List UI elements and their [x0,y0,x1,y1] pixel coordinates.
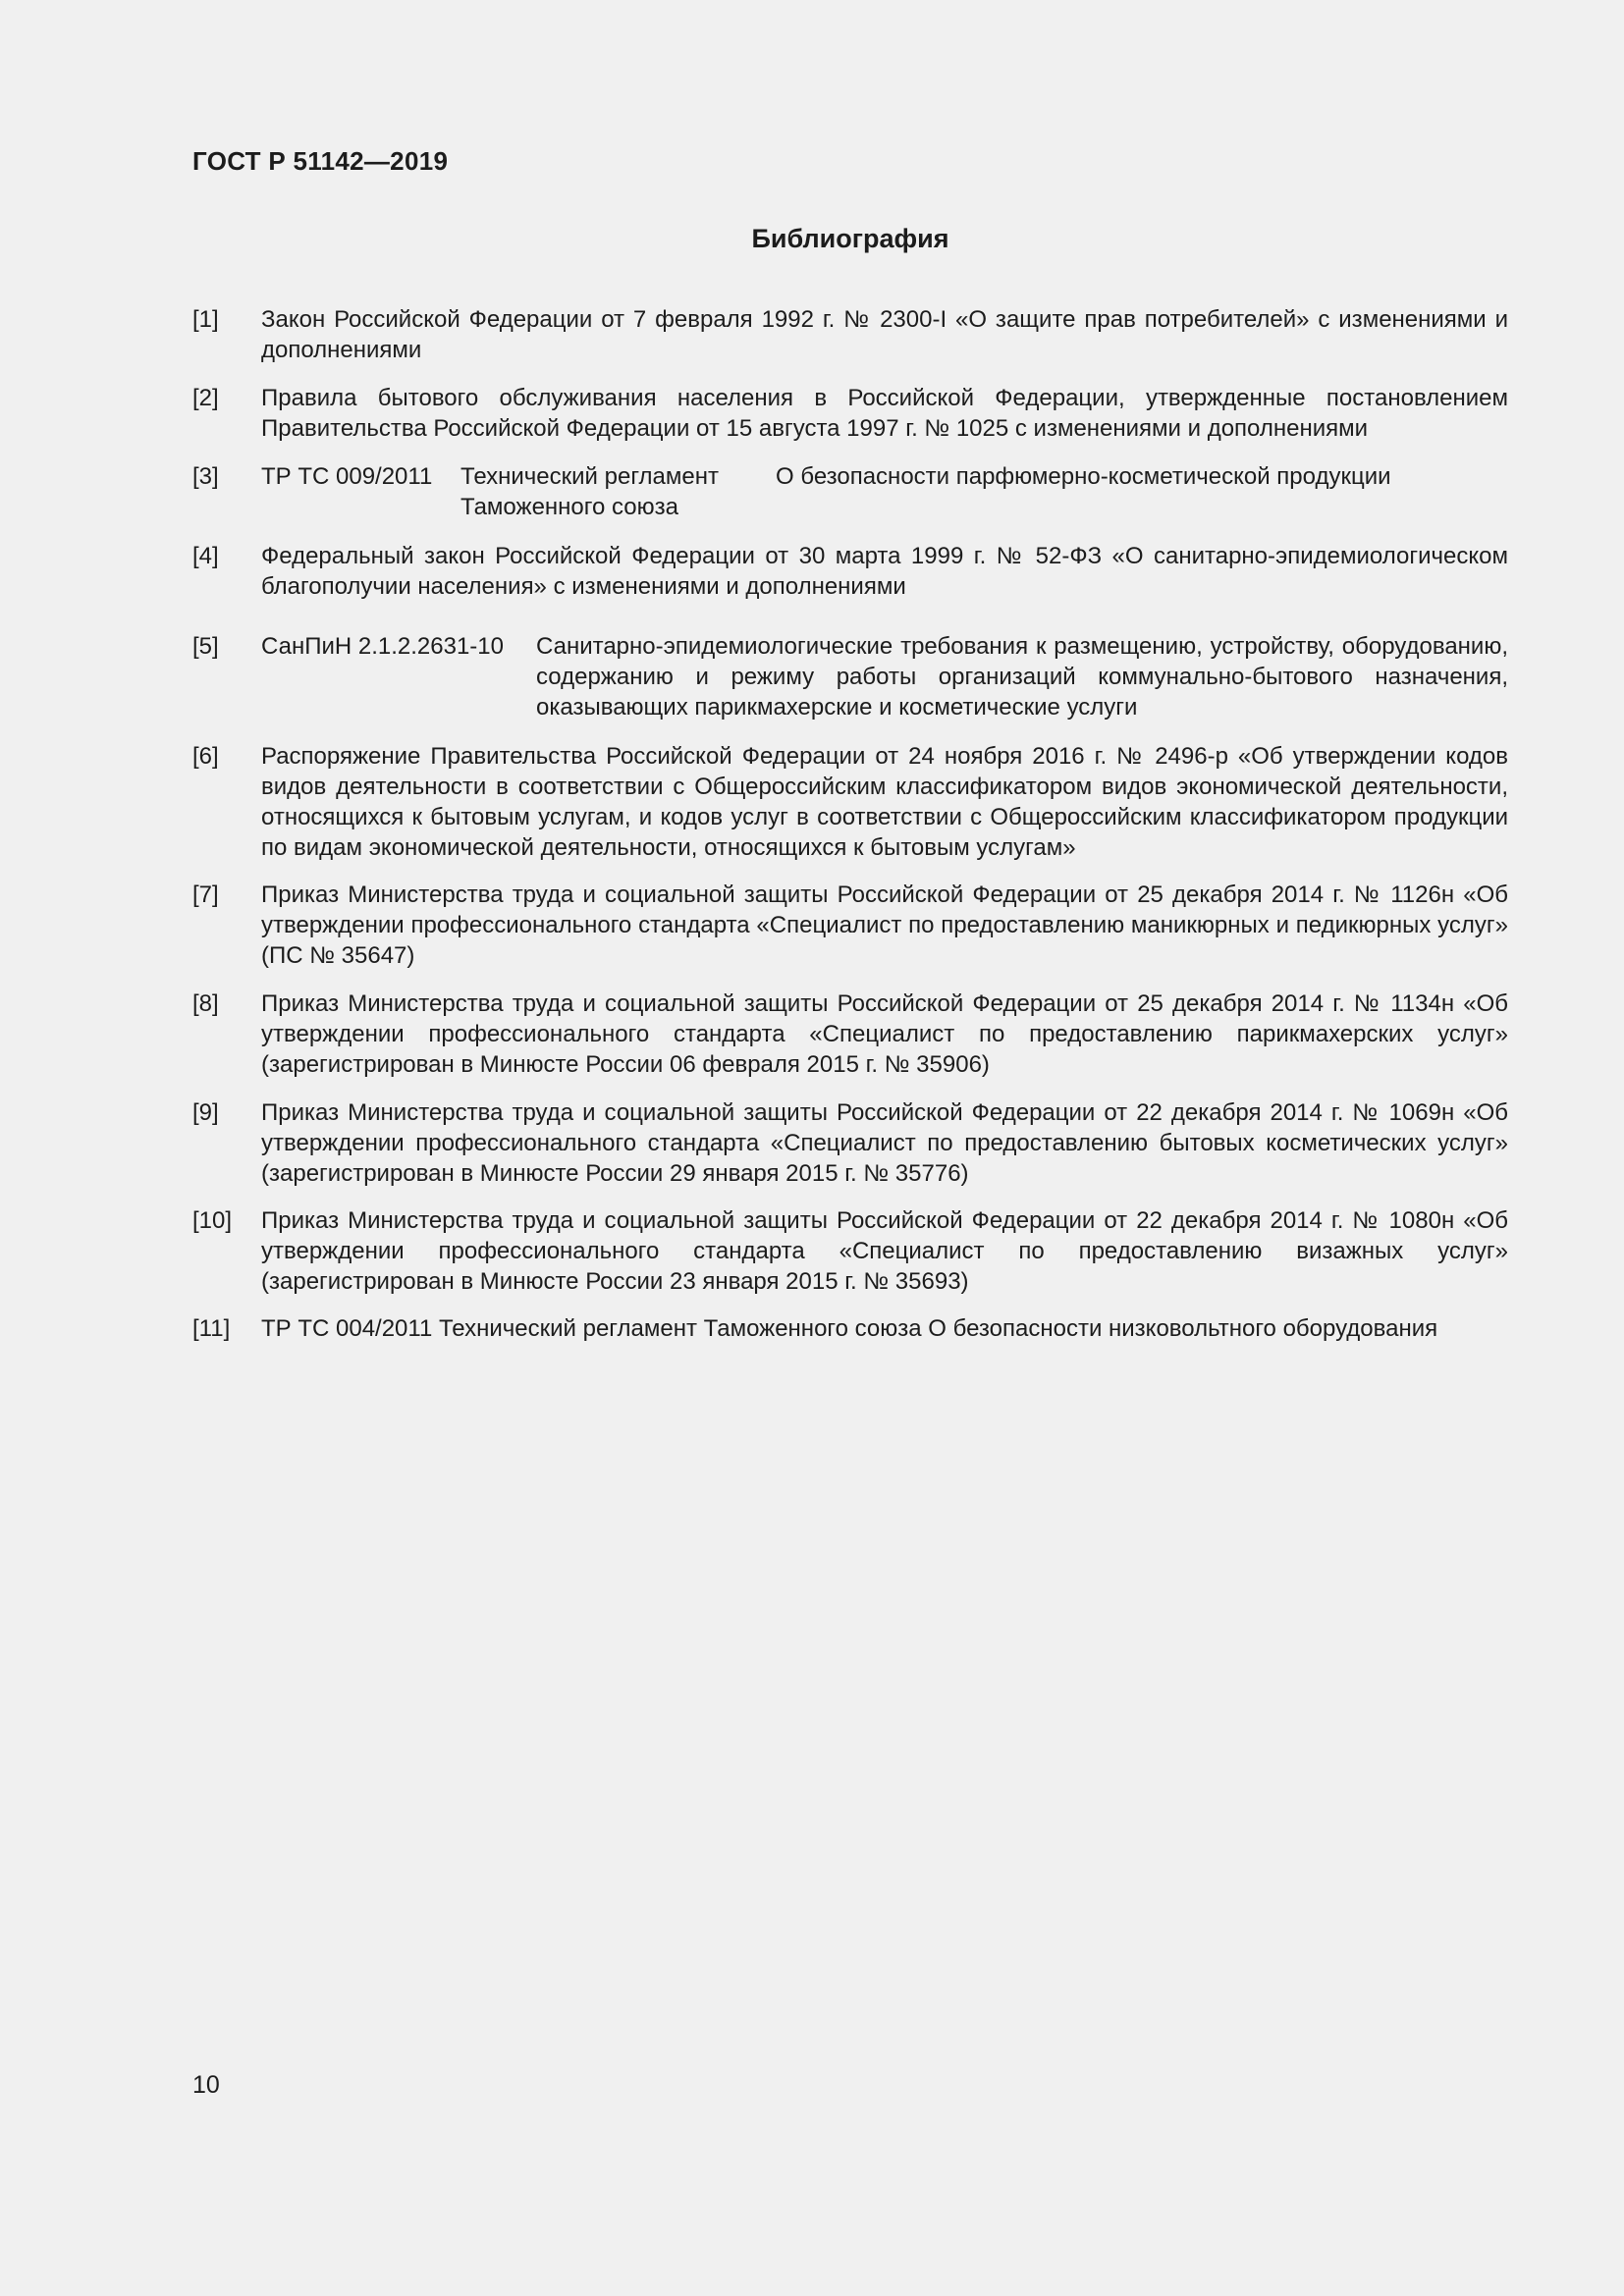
entry-doc-type: Технический регламент Таможенного союза [460,463,719,520]
entry-number: [1] [192,306,219,333]
entry-text: Федеральный закон Российской Федерации от 30 марта 1999 г. № 52-ФЗ «О санитарно-эпидемиологическом благополучии населения» с изменениями и дополнениями [261,543,1508,600]
entry-number: [2] [192,385,219,411]
page-number: 10 [192,2071,220,2099]
entry-number: [4] [192,543,219,569]
section-title: Библиография [751,224,949,253]
entry-text: Правила бытового обслуживания населения в Российской Федерации, утвержденные постановлением Правительства Российской Федерации от 15 августа 1997 г. № 1025 с изменениями и дополнениями [261,385,1508,442]
entry-code: СанПиН 2.1.2.2631-10 [261,633,504,660]
entry-text: Приказ Министерства труда и социальной защиты Российской Федерации от 25 декабря 2014 г. № 1134н «Об утверждении профессионального стандарта «Специалист по предоставлению парикмахерских услуг» (зарегистрирован в Минюсте России 06 февраля 2015 г. № 35906) [261,990,1508,1078]
entry-text: О безопасности парфюмерно-косметической продукции [776,463,1391,490]
entry-number: [11] [192,1315,231,1342]
entry-text: Приказ Министерства труда и социальной защиты Российской Федерации от 22 декабря 2014 г. № 1080н «Об утверждении профессионального стандарта «Специалист по предоставлению визажных услуг» (зарегистрирован в Минюсте России 23 января 2015 г. № 35693) [261,1207,1508,1295]
entry-number: [9] [192,1099,219,1126]
entry-code: ТР ТС 009/2011 [261,463,433,490]
entry-number: [8] [192,990,219,1017]
entry-text: Приказ Министерства труда и социальной защиты Российской Федерации от 25 декабря 2014 г. № 1126н «Об утверждении профессионального стандарта «Специалист по предоставлению маникюрных и педикюрных услуг» (ПС № 35647) [261,881,1508,969]
entry-number: [10] [192,1207,233,1234]
document-header: ГОСТ Р 51142—2019 [192,146,449,176]
entry-text: Распоряжение Правительства Российской Федерации от 24 ноября 2016 г. № 2496-р «Об утверждении кодов видов деятельности в соответствии с Общероссийским классификатором видов экономической деятельности, относящихся к бытовым услугам, и кодов услуг в соответствии с Общероссийским классификатором продукции по видам экономической деятельности, относящихся к бытовым услугам» [261,743,1508,861]
entry-number: [3] [192,463,219,490]
entry-text: Приказ Министерства труда и социальной защиты Российской Федерации от 22 декабря 2014 г. № 1069н «Об утверждении профессионального стандарта «Специалист по предоставлению бытовых косметических услуг» (зарегистрирован в Минюсте России 29 января 2015 г. № 35776) [261,1099,1508,1187]
entry-number: [7] [192,881,219,908]
entry-text: ТР ТС 004/2011 Технический регламент Таможенного союза О безопасности низковольтного оборудования [261,1315,1438,1342]
entry-number: [5] [192,633,219,660]
entry-text: Закон Российской Федерации от 7 февраля 1992 г. № 2300-I «О защите прав потребителей» с изменениями и дополнениями [261,306,1508,363]
entry-number: [6] [192,743,219,770]
entry-text: Санитарно-эпидемиологические требования к размещению, устройству, оборудованию, содержанию и режиму работы организаций коммунально-бытового назначения, оказывающих парикмахерские и косметические услуги [536,633,1508,721]
